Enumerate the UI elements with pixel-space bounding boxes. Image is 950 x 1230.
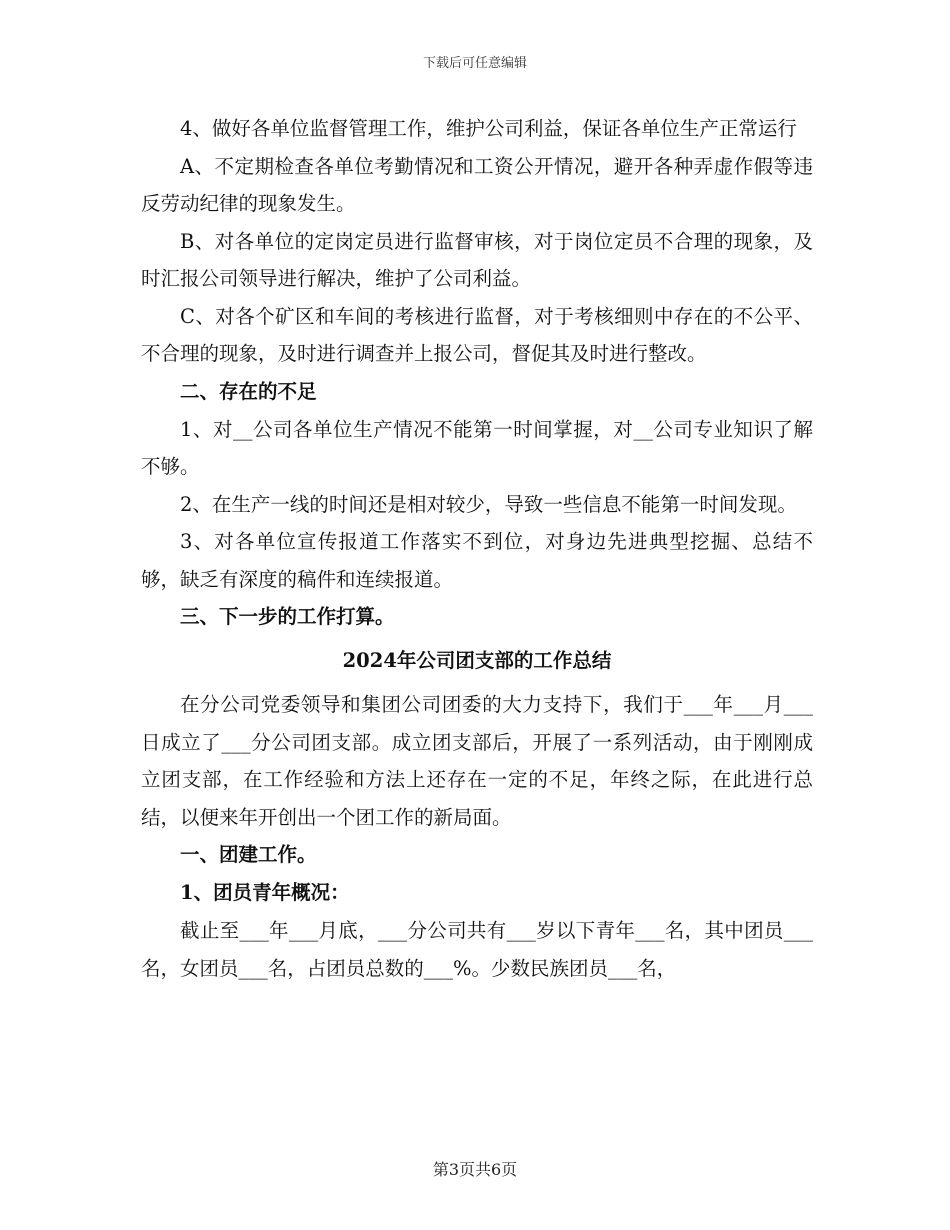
paragraph: B、对各单位的定岗定员进行监督审核，对于岗位定员不合理的现象，及时汇报公司领导进行解决，维护了公司利益。 (141, 229, 813, 290)
page-header: 下载后可任意编辑 (422, 56, 527, 71)
document-title: 2024年公司团支部的工作总结 (342, 649, 612, 672)
page-footer: 第3页共6页 (432, 1160, 518, 1179)
paragraph: C、对各个矿区和车间的考核进行监督，对于考核细则中存在的不公平、不合理的现象，及时进行调查并上报公司，督促其及时进行整改。 (141, 304, 813, 365)
paragraph: 在分公司党委领导和集团公司团委的大力支持下，我们于___年___月___日成立了___分公司团支部。成立团支部后，开展了一系列活动，由于刚刚成立团支部，在工作经验和方法上还存在一定的不足，年终之际，在此进行总结，以便来年开创出一个团工作的新局面。 (141, 693, 813, 829)
section-heading: 一、团建工作。 (180, 843, 317, 866)
paragraph: 2、在生产一线的时间还是相对较少，导致一些信息不能第一时间发现。 (180, 492, 797, 516)
paragraph: 3、对各单位宣传报道工作落实不到位，对身边先进典型挖掘、总结不够，缺乏有深度的稿件和连续报道。 (141, 530, 813, 591)
paragraph: 1、对__公司各单位生产情况不能第一时间掌握，对__公司专业知识了解不够。 (141, 417, 813, 478)
section-heading: 三、下一步的工作打算。 (180, 605, 395, 628)
paragraph: 截止至___年___月底，___分公司共有___岁以下青年___名，其中团员___名，女团员___名，占团员总数的___%。少数民族团员___名， (141, 919, 813, 980)
section-heading: 1、团员青年概况： (180, 881, 350, 904)
paragraph: A、不定期检查各单位考勤情况和工资公开情况，避开各种弄虚作假等违反劳动纪律的现象发生。 (141, 154, 813, 215)
section-heading: 二、存在的不足 (180, 379, 317, 403)
paragraph: 4、做好各单位监督管理工作，维护公司利益，保证各单位生产正常运行 (180, 117, 797, 140)
document-body (141, 110, 813, 987)
